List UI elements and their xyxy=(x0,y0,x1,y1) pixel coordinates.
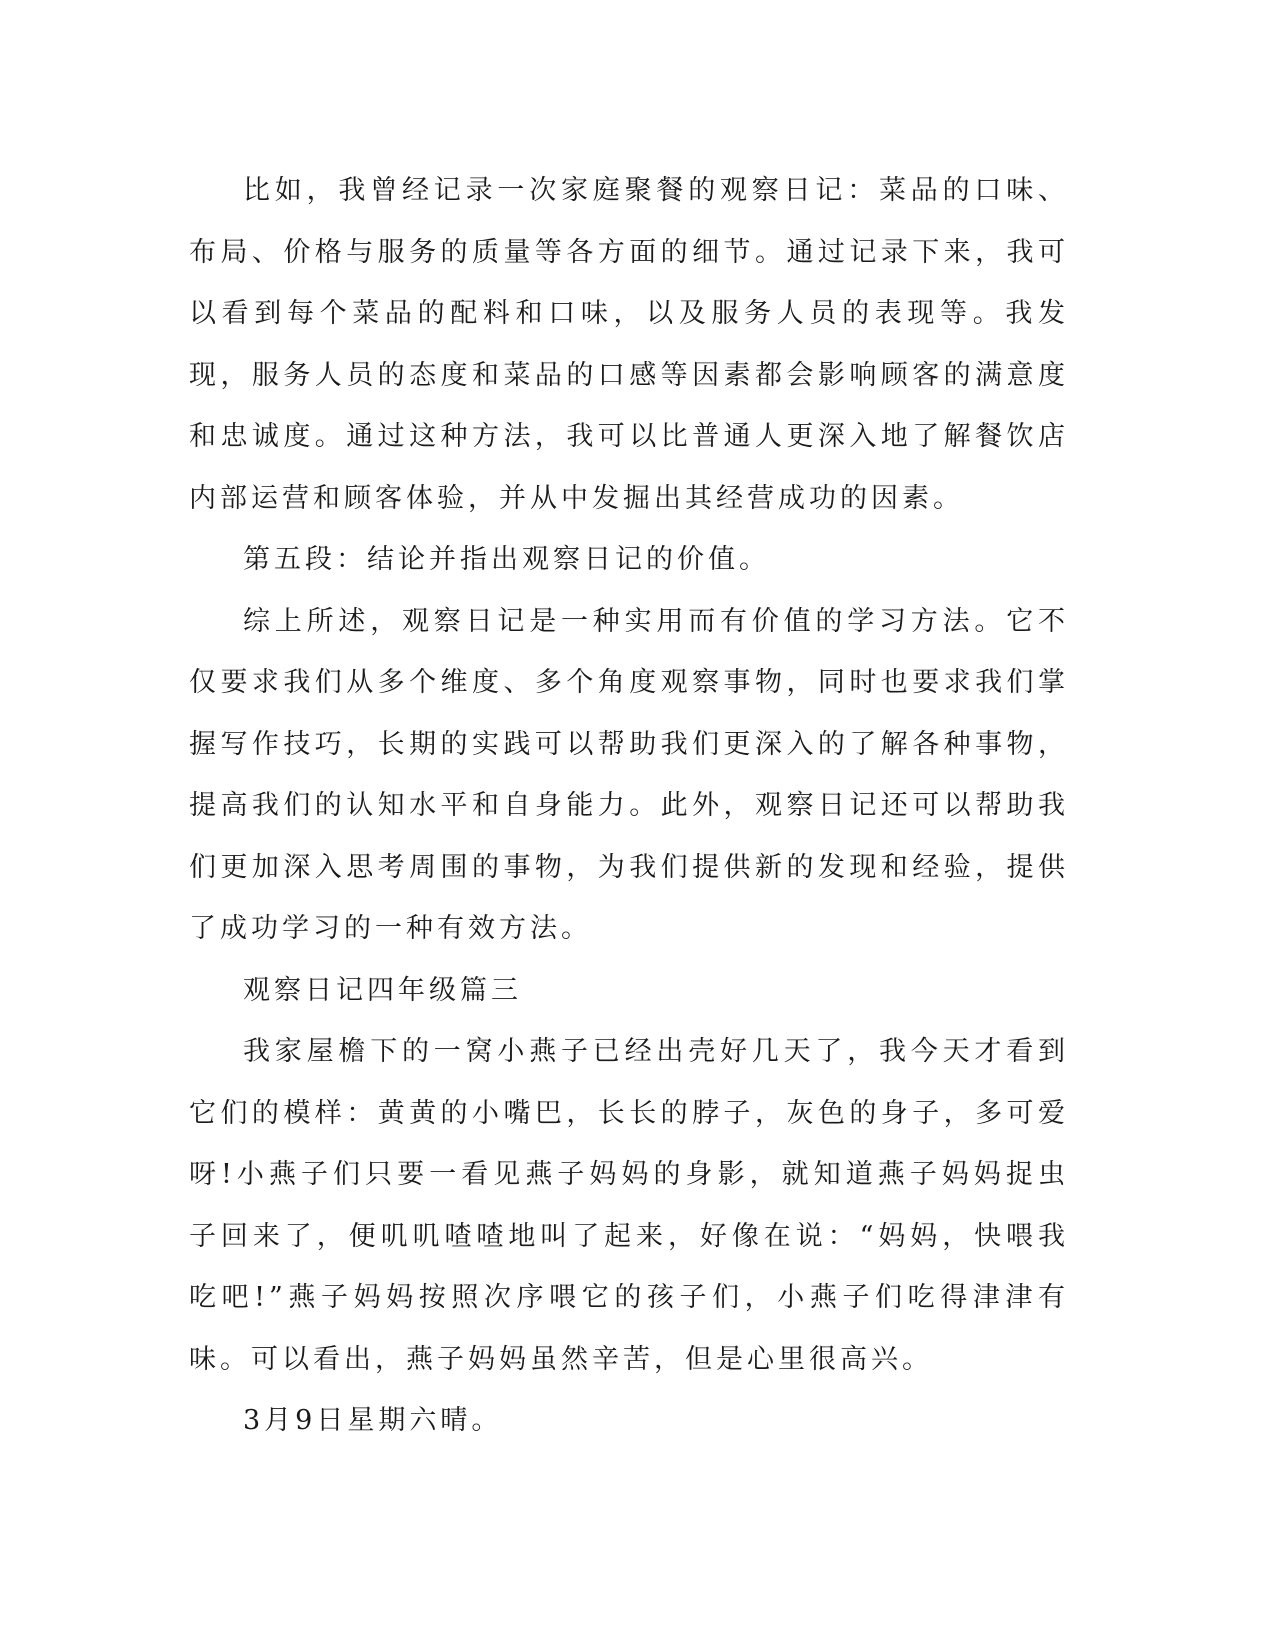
document-body xyxy=(189,160,1069,1452)
paragraph-family-dinner-example: 比如，我曾经记录一次家庭聚餐的观察日记：菜品的口味、布局、价格与服务的质量等各方面的细节。通过记录下来，我可以看到每个菜品的配料和口味，以及服务人员的表现等。我发现，服务人员的态度和菜品的口感等因素都会影响顾客的满意度和忠诚度。通过这种方法，我可以比普通人更深入地了解餐饮店内部运营和顾客体验，并从中发掘出其经营成功的因素。 xyxy=(189,175,1069,514)
paragraph-conclusion: 综上所述，观察日记是一种实用而有价值的学习方法。它不仅要求我们从多个维度、多个角度观察事物，同时也要求我们掌握写作技巧，长期的实践可以帮助我们更深入的了解各种事物，提高我们的认知水平和自身能力。此外，观察日记还可以帮助我们更加深入思考周围的事物，为我们提供新的发现和经验，提供了成功学习的一种有效方法。 xyxy=(189,605,1069,944)
article-title-part-three: 观察日记四年级篇三 xyxy=(243,974,522,1006)
paragraph-swallows: 我家屋檐下的一窝小燕子已经出壳好几天了，我今天才看到它们的模样：黄黄的小嘴巴，长长的脖子，灰色的身子，多可爱呀!小燕子们只要一看见燕子妈妈的身影，就知道燕子妈妈捉虫子回来了，便叽叽喳喳地叫了起来，好像在说：“妈妈，快喂我吃吧!”燕子妈妈按照次序喂它的孩子们，小燕子们吃得津津有味。可以看出，燕子妈妈虽然辛苦，但是心里很高兴。 xyxy=(189,1036,1069,1375)
diary-date-line: 3月9日星期六晴。 xyxy=(243,1405,503,1436)
section-heading-part-five: 第五段：结论并指出观察日记的价值。 xyxy=(243,544,770,575)
